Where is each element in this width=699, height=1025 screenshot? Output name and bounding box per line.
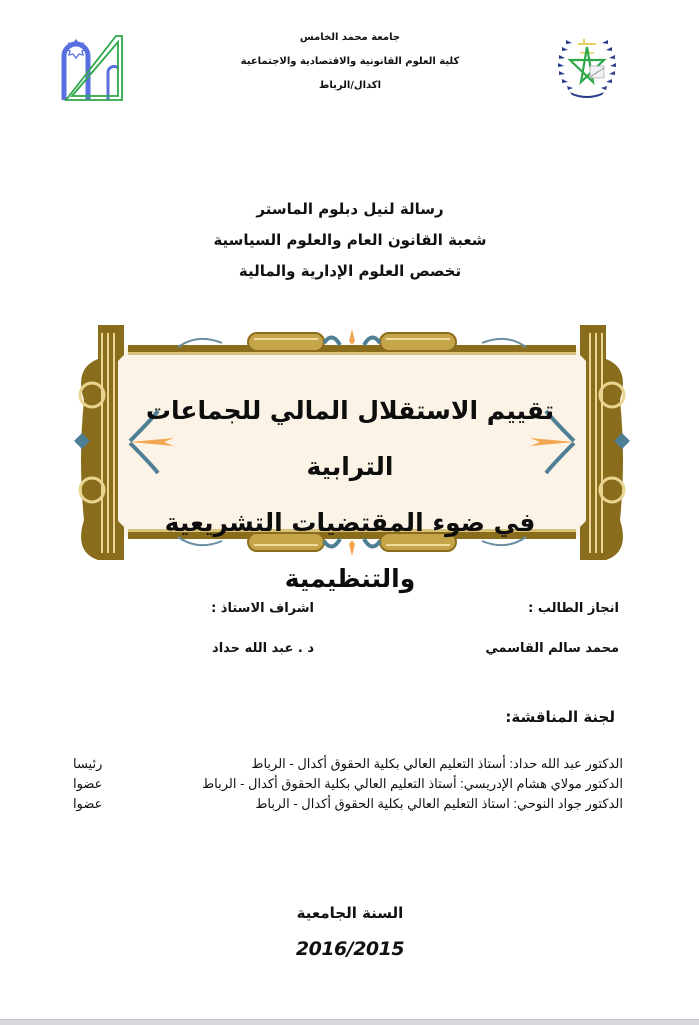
committee-role: عضوا	[73, 776, 103, 791]
page-bottom-edge	[0, 1019, 699, 1025]
university-name: جامعة محمد الخامس	[299, 32, 401, 43]
thesis-title-line-2: في ضوء المقتضيات التشريعية والتنظيمية	[164, 508, 536, 593]
committee-member: الدكتور عبد الله حداد: أستاذ التعليم العالي بكلية الحقوق أكدال - الرباط	[251, 756, 623, 771]
committee-member-row	[73, 794, 623, 814]
university-arch-logo-icon	[56, 32, 128, 104]
committee-member: الدكتور جواد النوحي: استاذ التعليم العالي بكلية الحقوق أكدال - الرباط	[255, 796, 623, 811]
supervisor-label: اشراف الاستاذ :	[211, 601, 314, 616]
student-label: انجاز الطالب :	[528, 601, 619, 616]
committee-role: عضوا	[73, 796, 103, 811]
degree-info	[150, 194, 550, 287]
morocco-star-laurel-logo-icon	[550, 30, 624, 102]
supervisor-name: د . عبد الله حداد	[212, 641, 314, 656]
committee-title: لجنة المناقشة:	[505, 708, 615, 726]
faculty-name: كلية العلوم القانونية والاقتصادية والاجتماعية	[240, 56, 460, 67]
degree-line-2: شعبة القانون العام والعلوم السياسية	[213, 231, 487, 249]
academic-year-value: 2016/2015	[295, 938, 405, 960]
committee-member-row	[73, 754, 623, 774]
committee-member-row	[73, 774, 623, 794]
university-header	[200, 26, 500, 98]
thesis-title-line-1: تقييم الاستقلال المالي للجماعات الترابية	[145, 396, 555, 481]
student-name: محمد سالم القاسمي	[485, 641, 619, 656]
degree-line-1: رسالة لنيل دبلوم الماستر	[256, 200, 444, 218]
committee-member: الدكتور مولاي هشام الإدريسي: أستاذ التعليم العالي بكلية الحقوق أكدال - الرباط	[202, 776, 623, 791]
thesis-title	[120, 383, 580, 607]
committee-list	[73, 754, 623, 814]
academic-year-label: السنة الجامعية	[296, 904, 404, 922]
faculty-location: اكدال/الرباط	[318, 80, 382, 91]
degree-line-3: تخصص العلوم الإدارية والمالية	[238, 262, 462, 280]
committee-role: رئيسا	[73, 756, 103, 771]
